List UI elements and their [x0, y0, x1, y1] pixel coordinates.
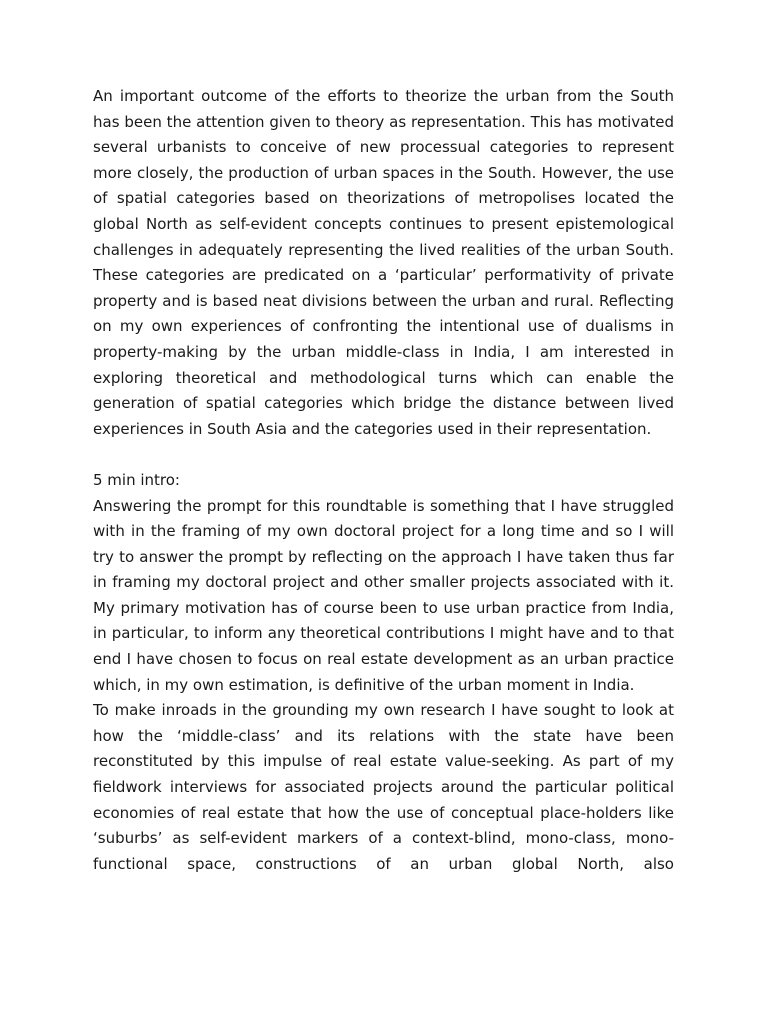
document-page	[93, 84, 674, 877]
body-paragraph: To make inroads in the grounding my own research I have sought to look at how the ‘middle-class’ and its relations with the state have been reconstituted by this impulse of real estate value-seeking. As part of my fieldwork interviews for associated projects around the particular political economies of real estate that how the use of conceptual place-holders like ‘suburbs’ as self-evident markers of a context-blind, mono-class, mono-functional space, constructions of an urban global North, also	[93, 701, 674, 873]
paragraph-spacer	[93, 442, 674, 468]
abstract-paragraph: An important outcome of the efforts to theorize the urban from the South has been the attention given to theory as representation. This has motivated several urbanists to conceive of new processual categories to represent more closely, the production of urban spaces in the South. However, the use of spatial categories based on theorizations of metropolises located the global North as self-evident concepts continues to present epistemological challenges in adequately representing the lived realities of the urban South. These categories are predicated on a ‘particular’ performativity of private property and is based neat divisions between the urban and rural. Reflecting on my own experiences of confronting the intentional use of dualisms in property-making by the urban middle-class in India, I am interested in exploring theoretical and methodological turns which can enable the generation of spatial categories which bridge the distance between lived experiences in South Asia and the categories used in their representation.	[93, 87, 674, 438]
section-heading: 5 min intro:	[93, 470, 180, 489]
intro-paragraph: Answering the prompt for this roundtable is something that I have struggled with in the framing of my own doctoral project for a long time and so I will try to answer the prompt by reflecting on the approach I have taken thus far in framing my doctoral project and other smaller projects associated with it. My primary motivation has of course been to use urban practice from India, in particular, to inform any theoretical contributions I might have and to that end I have chosen to focus on real estate development as an urban practice which, in my own estimation, is definitive of the urban moment in India.	[93, 496, 674, 694]
